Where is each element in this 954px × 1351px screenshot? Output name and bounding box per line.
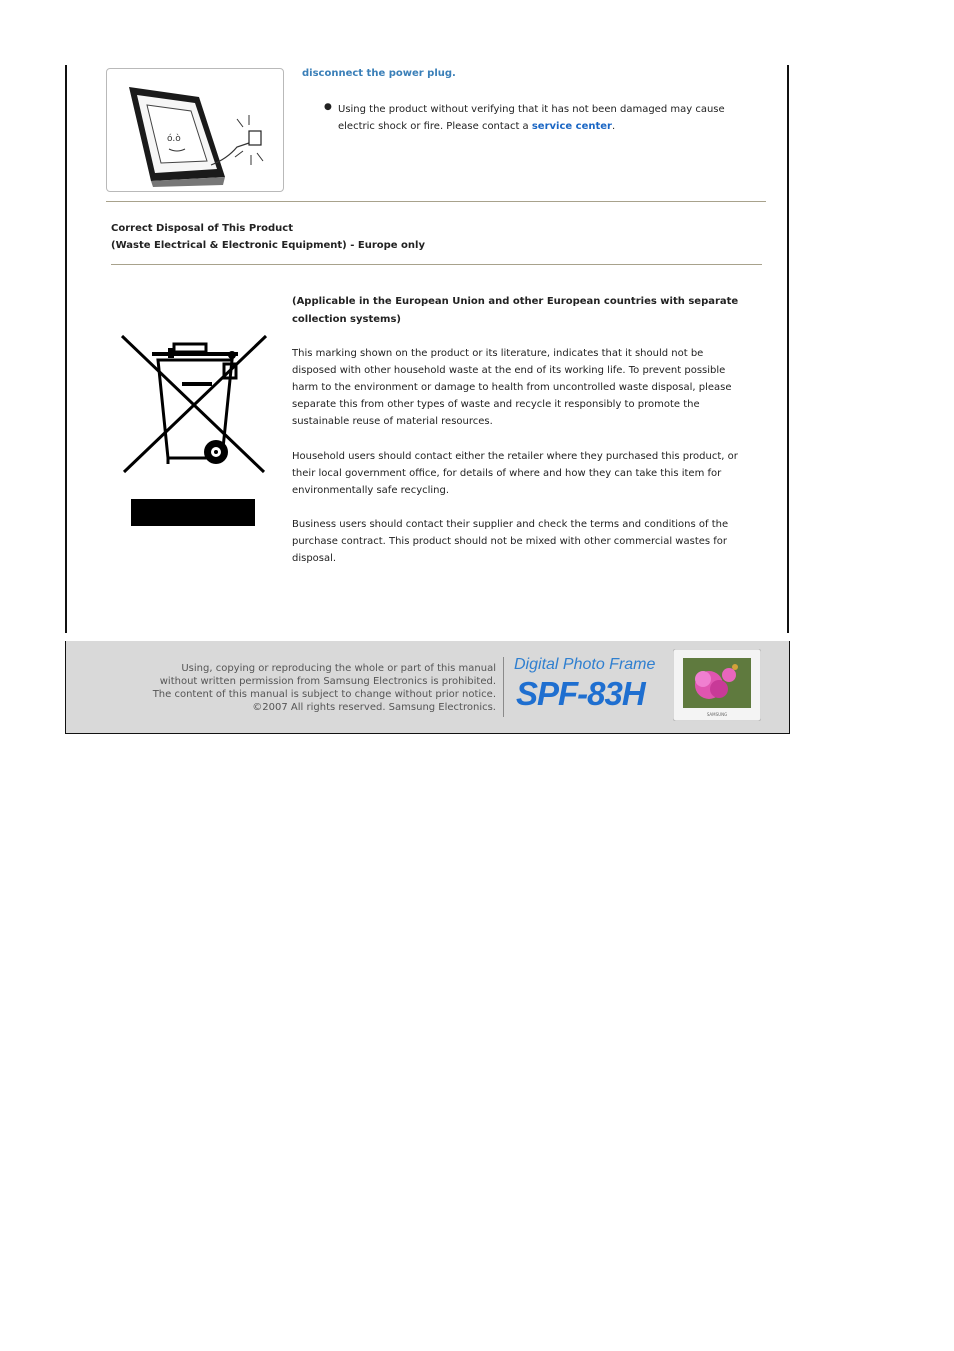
copyright-notice — [136, 662, 496, 714]
warning-title: disconnect the power plug. — [302, 68, 456, 79]
section-title-line1: Correct Disposal of This Product — [111, 223, 293, 234]
product-thumbnail — [673, 649, 761, 721]
svg-text:ó.ò: ó.ò — [167, 134, 181, 144]
section-title-line2: (Waste Electrical & Electronic Equipment) - Europe only — [111, 240, 425, 251]
section-title — [111, 220, 425, 254]
weee-crossed-bin-icon — [118, 330, 270, 530]
section-divider-top — [106, 201, 766, 202]
copyright-line3: The content of this manual is subject to change without prior notice. — [152, 689, 496, 700]
bullet-icon: ● — [324, 102, 332, 112]
thumbnail-brand-label: SAMSUNG — [706, 712, 728, 717]
photo-frame-power-plug-illustration-icon — [107, 69, 283, 191]
copyright-line2: without written permission from Samsung Electronics is prohibited. — [159, 676, 496, 687]
section-divider-bottom — [111, 264, 762, 265]
photo-frame-product-thumbnail-icon — [673, 649, 761, 721]
warning-bullet-text — [338, 101, 758, 135]
warning-bullet-text-part1: Using the product without verifying that it has not been damaged may cause electric shock or fire. Please contact a — [338, 104, 725, 132]
disposal-paragraph-3: Business users should contact their supplier and check the terms and conditions of the purchase contract. This product should not be mixed with other commercial wastes for disposal. — [292, 519, 729, 564]
manual-footer — [65, 641, 790, 734]
warning-bullet-text-part2: . — [612, 121, 616, 132]
page-border-right — [787, 65, 789, 633]
page-border-left — [65, 65, 67, 633]
disposal-paragraph-1: This marking shown on the product or its literature, indicates that it should not be disposed with other household waste at the end of its working life. To prevent possible harm to the environment or damage to health from uncontrolled waste disposal, please separate this from other types of waste and recycle it responsibly to promote the sustainable reuse of material resources. — [292, 348, 732, 427]
copyright-line1: Using, copying or reproducing the whole or part of this manual — [181, 663, 496, 674]
applicability-note: (Applicable in the European Union and other European countries with separate collection systems) — [292, 296, 739, 325]
disposal-paragraph-2: Household users should contact either the retailer where they purchased this product, or their local government office, for details of where and how they can take this item for environmentally safe recycling. — [292, 451, 738, 496]
service-center-link[interactable]: service center — [531, 121, 612, 132]
copyright-line4: ©2007 All rights reserved. Samsung Electronics. — [252, 702, 496, 713]
model-name: SPF-83H — [516, 675, 645, 712]
power-plug-illustration — [106, 68, 284, 192]
footer-divider — [503, 657, 504, 717]
product-line-label: Digital Photo Frame — [514, 656, 656, 673]
weee-symbol — [118, 330, 270, 530]
